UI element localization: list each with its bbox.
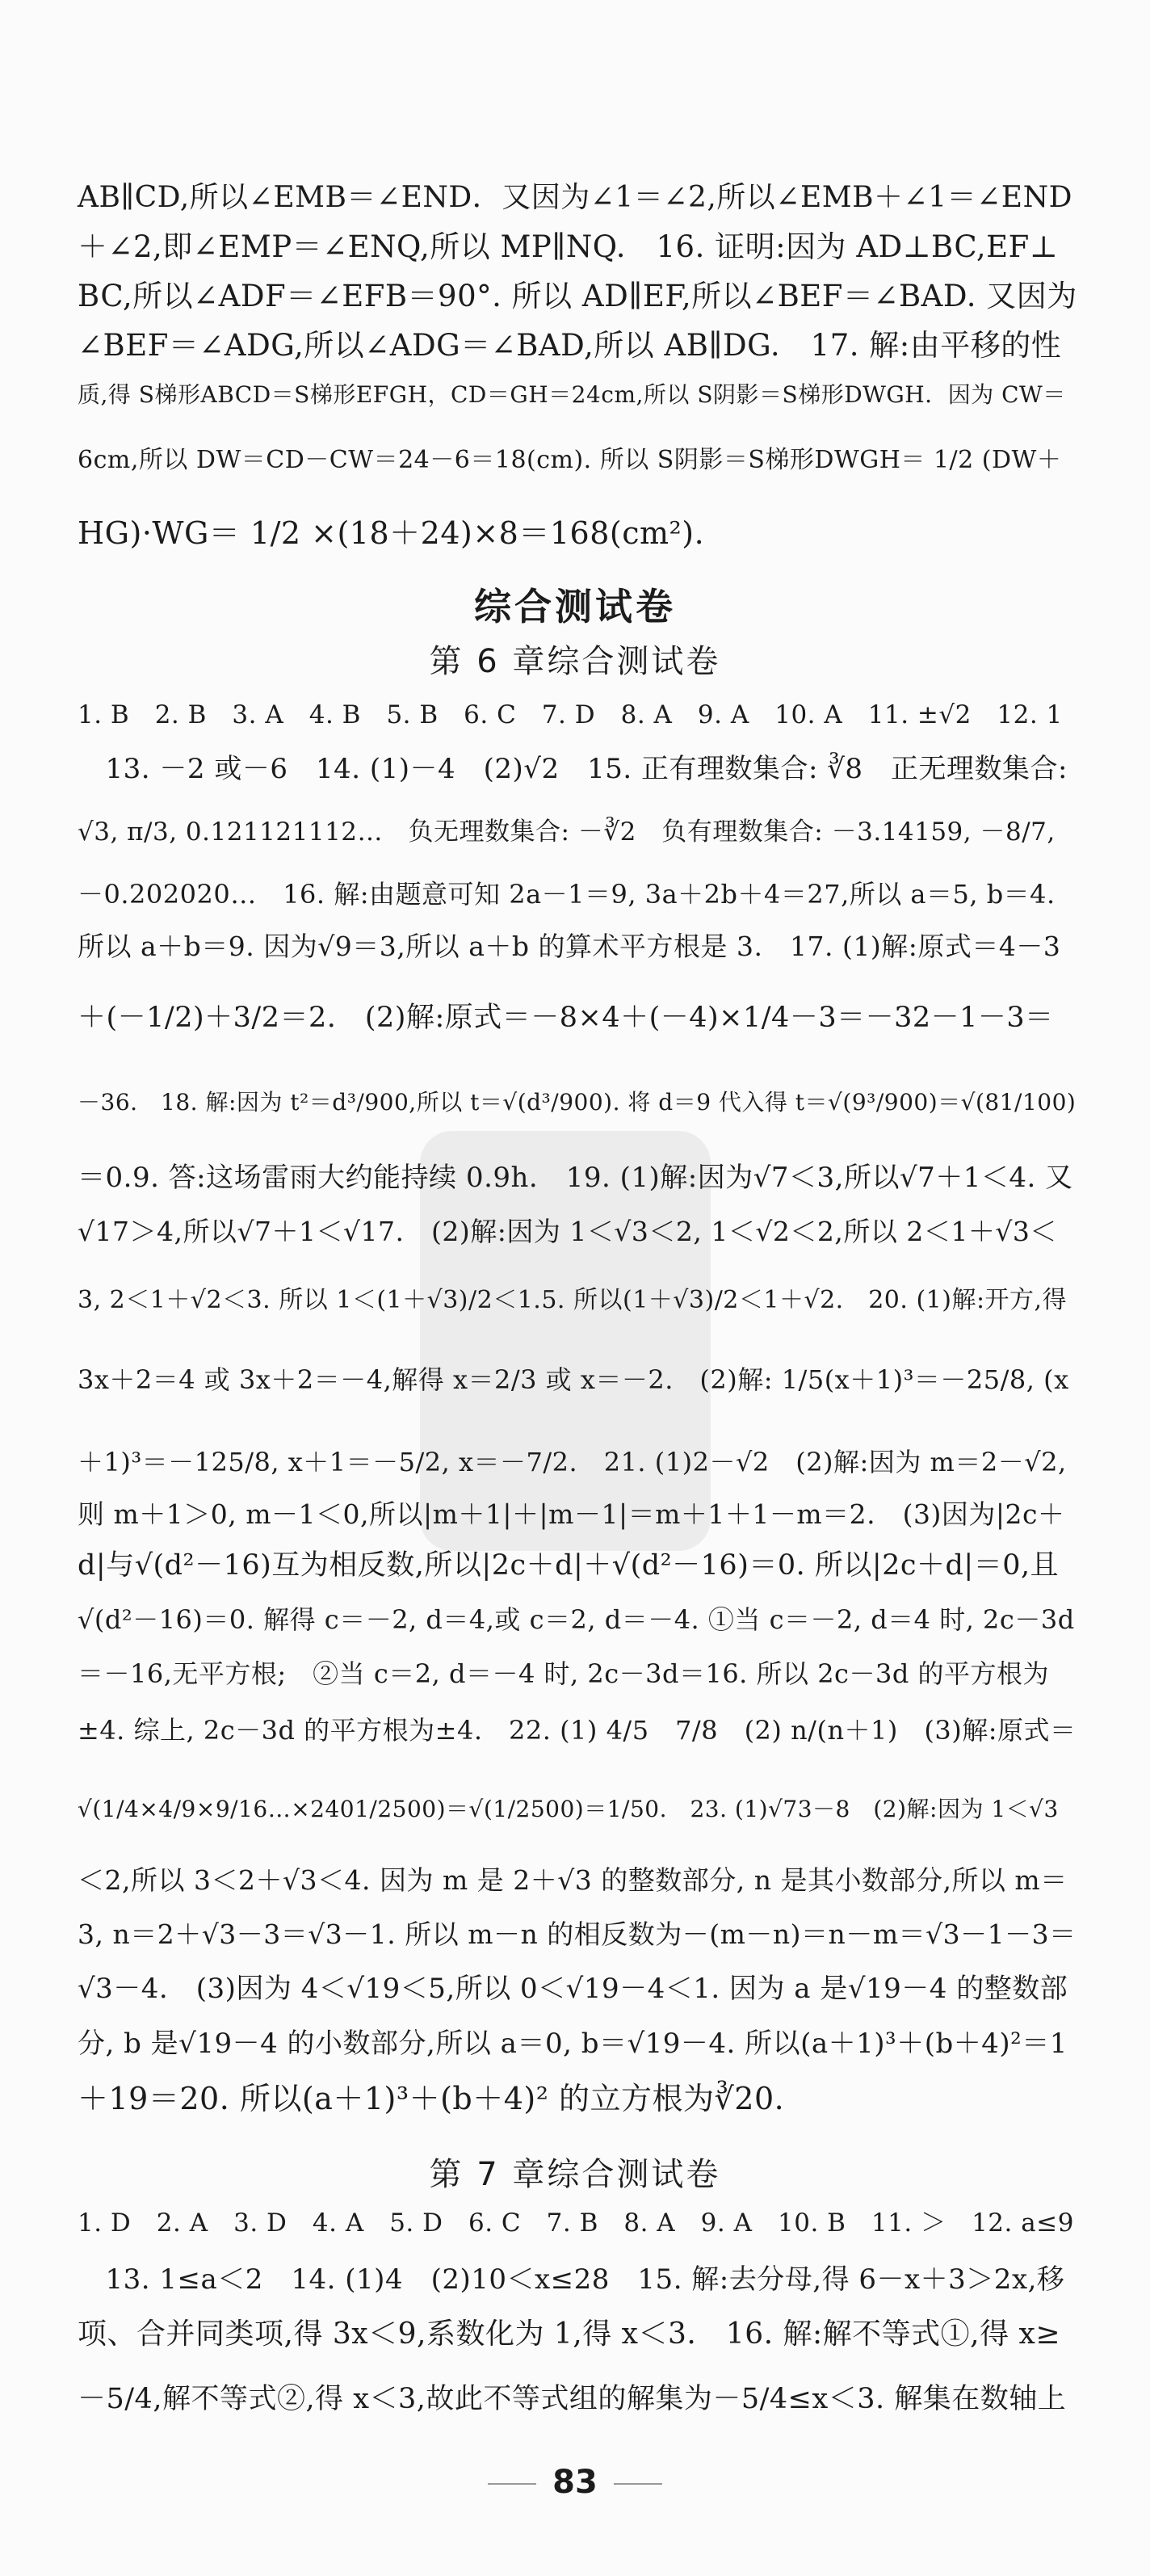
text-line: －36. 18. 解:因为 t²＝d³/900,所以 t＝√(d³/900). 将 d＝9 代入得 t＝√(9³/900)＝√(81/100) (78, 1089, 1077, 1116)
text-line: ＋1)³＝－125/8, x＋1＝－5/2, x＝－7/2. 21. (1)2－√2 (2)解:因为 m＝2－√2, (78, 1447, 1067, 1477)
text-line: 3x＋2＝4 或 3x＋2＝－4,解得 x＝2/3 或 x＝－2. (2)解: 1/5(x＋1)³＝－25/8, (x (78, 1364, 1069, 1395)
text-line: √(d²－16)＝0. 解得 c＝－2, d＝4,或 c＝2, d＝－4. ①当 c＝－2, d＝4 时, 2c－3d (78, 1604, 1075, 1635)
text-line: √3, π/3, 0.121121112… 负无理数集合: －∛2 负有理数集合: －3.14159, －8/7, (78, 817, 1056, 847)
text-line: ＝－16,无平方根; ②当 c＝2, d＝－4 时, 2c－3d＝16. 所以 2c－3d 的平方根为 (78, 1658, 1049, 1689)
chapter7-title: 第 7 章综合测试卷 (429, 2156, 721, 2193)
text-line: √17＞4,所以√7＋1＜√17. (2)解:因为 1＜√3＜2, 1＜√2＜2,所以 2＜1＋√3＜ (78, 1216, 1057, 1247)
text-line: 13. －2 或－6 14. (1)－4 (2)√2 15. 正有理数集合: ∛8 正无理数集合: (78, 753, 1068, 785)
text-line: BC,所以∠ADF＝∠EFB＝90°. 所以 AD∥EF,所以∠BEF＝∠BAD. 又因为 (78, 279, 1077, 313)
page-number (0, 2464, 1150, 2501)
text-line: 13. 1≤a＜2 14. (1)4 (2)10＜x≤28 15. 解:去分母,得 6－x＋3＞2x,移 (78, 2263, 1065, 2296)
text-line: 项、合并同类项,得 3x＜9,系数化为 1,得 x＜3. 16. 解:解不等式①,得 x≥ (78, 2318, 1061, 2351)
text-line: 所以 a＋b＝9. 因为√9＝3,所以 a＋b 的算术平方根是 3. 17. (1)解:原式＝4－3 (78, 931, 1061, 962)
text-line: ＋(－1/2)＋3/2＝2. (2)解:原式＝－8×4＋(－4)×1/4－3＝－32－1－3＝ (78, 1002, 1054, 1034)
text-line: √(1/4×4/9×9/16…×2401/2500)＝√(1/2500)＝1/50. 23. (1)√73－8 (2)解:因为 1＜√3 (78, 1796, 1059, 1822)
text-line: 6cm,所以 DW＝CD－CW＝24－6＝18(cm). 所以 S阴影＝S梯形DWGH＝ 1/2 (DW＋ (78, 446, 1062, 474)
text-line: 3, n＝2＋√3－3＝√3－1. 所以 m－n 的相反数为－(m－n)＝n－m＝√3－1－3＝ (78, 1918, 1077, 1950)
text-line: 3, 2＜1＋√2＜3. 所以 1＜(1＋√3)/2＜1.5. 所以(1＋√3)/2＜1＋√2. 20. (1)解:开方,得 (78, 1286, 1068, 1314)
text-line: －0.202020… 16. 解:由题意可知 2a－1＝9, 3a＋2b＋4＝27,所以 a＝5, b＝4. (78, 879, 1056, 910)
text-line: ＋∠2,即∠EMP＝∠ENQ,所以 MP∥NQ. 16. 证明:因为 AD⊥BC,EF⊥ (78, 229, 1059, 264)
text-line: d|与√(d²－16)互为相反数,所以|2c＋d|＋√(d²－16)＝0. 所以|2c＋d|＝0,且 (78, 1549, 1060, 1582)
text-line: 1. D 2. A 3. D 4. A 5. D 6. C 7. B 8. A 9. A 10. B 11. ＞ 12. a≤9 (78, 2208, 1074, 2238)
section-title: 综合测试卷 (474, 585, 676, 628)
text-line: －5/4,解不等式②,得 x＜3,故此不等式组的解集为－5/4≤x＜3. 解集在数轴上 (78, 2383, 1067, 2415)
text-line: 则 m＋1＞0, m－1＜0,所以|m＋1|＋|m－1|＝m＋1＋1－m＝2. (3)因为|2c＋ (78, 1498, 1065, 1530)
text-line: AB∥CD,所以∠EMB＝∠END．又因为∠1＝∠2,所以∠EMB＋∠1＝∠END (78, 181, 1072, 214)
text-line: ＝0.9. 答:这场雷雨大约能持续 0.9h. 19. (1)解:因为√7＜3,所以√7＋1＜4. 又 (78, 1162, 1073, 1194)
text-line: 分, b 是√19－4 的小数部分,所以 a＝0, b＝√19－4. 所以(a＋1)³＋(b＋4)²＝1 (78, 2028, 1068, 2060)
text-line: HG)·WG＝ 1/2 ×(18＋24)×8＝168(cm²). (78, 515, 705, 551)
text-line: ＜2,所以 3＜2＋√3＜4. 因为 m 是 2＋√3 的整数部分, n 是其小数部分,所以 m＝ (78, 1864, 1068, 1896)
text-line: 1. B 2. B 3. A 4. B 5. B 6. C 7. D 8. A 9. A 10. A 11. ±√2 12. 1 (78, 700, 1063, 729)
chapter6-title: 第 6 章综合测试卷 (429, 643, 721, 680)
text-line: ±4. 综上, 2c－3d 的平方根为±4. 22. (1) 4/5 7/8 (2) n/(n＋1) (3)解:原式＝ (78, 1715, 1077, 1746)
text-line: ＋19＝20. 所以(a＋1)³＋(b＋4)² 的立方根为∛20. (78, 2081, 785, 2116)
page-number-dash-left (488, 2483, 536, 2485)
page-number-dash-right (614, 2483, 662, 2485)
text-line: 质,得 S梯形ABCD＝S梯形EFGH，CD＝GH＝24cm,所以 S阴影＝S梯形DWGH．因为 CW＝ (78, 381, 1066, 408)
text-line: ∠BEF＝∠ADG,所以∠ADG＝∠BAD,所以 AB∥DG. 17. 解:由平移的性 (78, 328, 1062, 363)
page-number-value: 83 (552, 2464, 598, 2501)
text-line: √3－4. (3)因为 4＜√19＜5,所以 0＜√19－4＜1. 因为 a 是√19－4 的整数部 (78, 1973, 1068, 2005)
